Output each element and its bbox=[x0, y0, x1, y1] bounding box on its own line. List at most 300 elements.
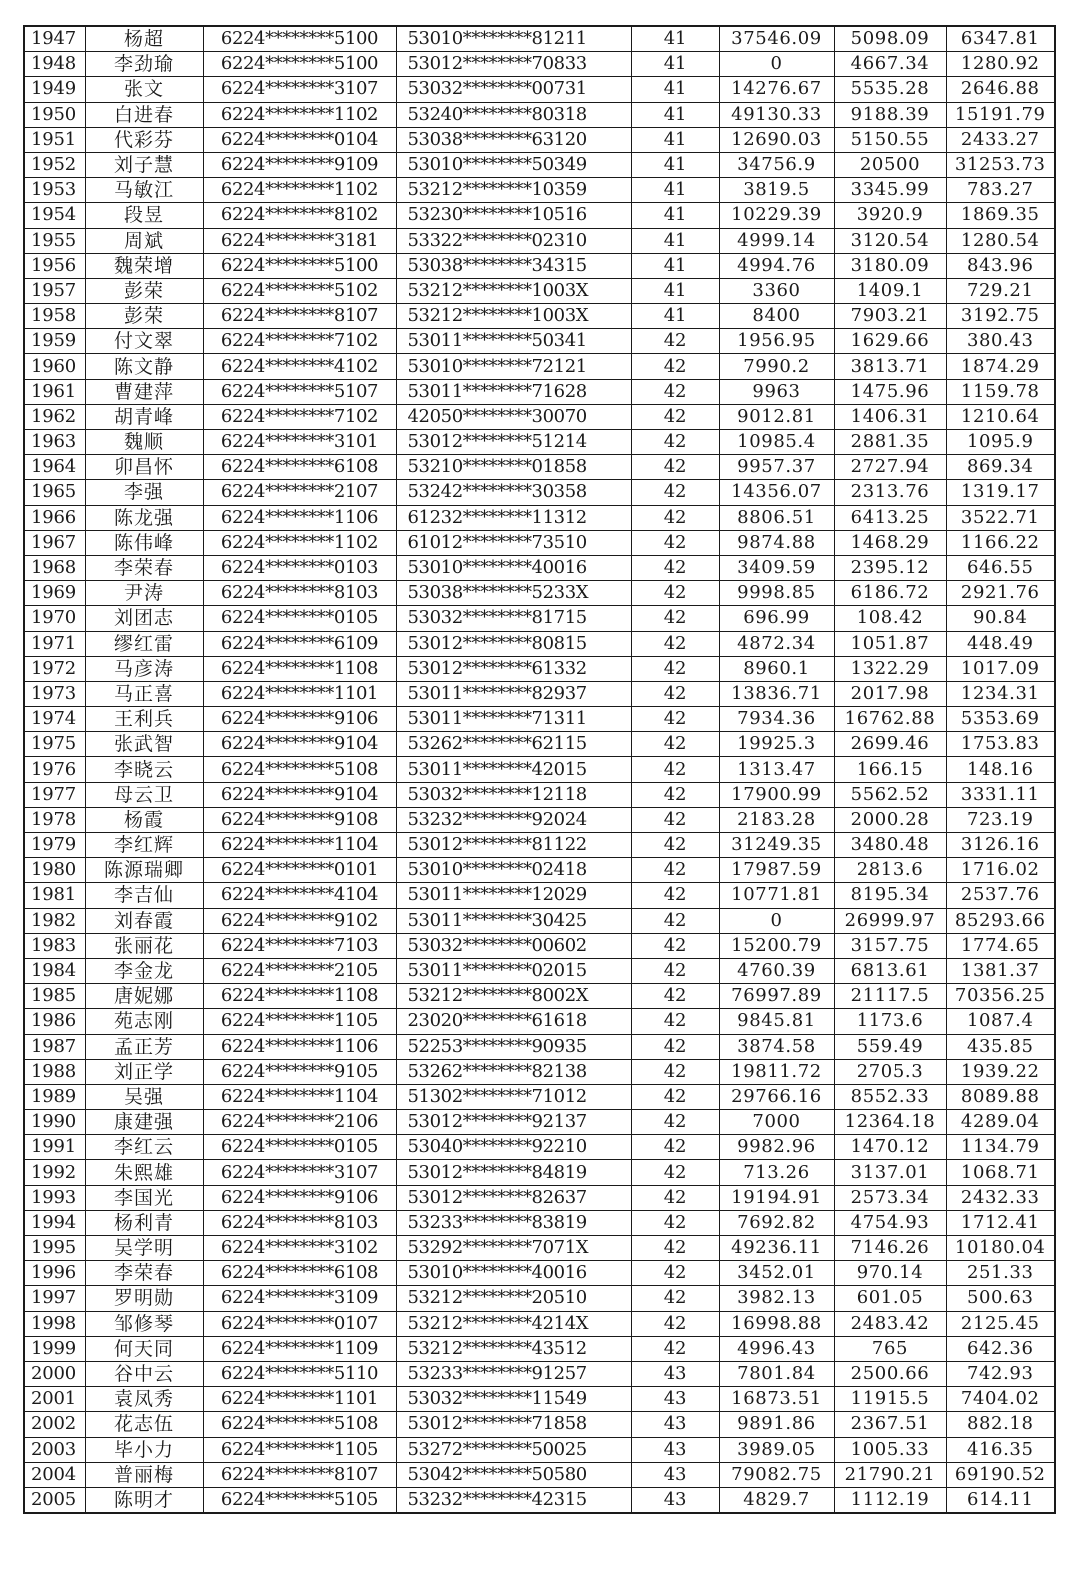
bank-card-cell: 6224********1102 bbox=[203, 102, 396, 127]
table-row bbox=[24, 883, 1055, 908]
age-cell: 42 bbox=[631, 782, 719, 807]
table-row bbox=[24, 1059, 1055, 1084]
amount-2-cell: 1322.29 bbox=[834, 656, 946, 681]
id-number-cell: 53038********5233X bbox=[396, 581, 631, 606]
amount-1-cell: 8960.1 bbox=[719, 656, 834, 681]
age-cell: 41 bbox=[631, 52, 719, 77]
amount-2-cell: 1112.19 bbox=[834, 1487, 946, 1513]
seq-number-cell: 1974 bbox=[24, 707, 85, 732]
amount-3-cell: 2432.33 bbox=[946, 1185, 1055, 1210]
table-row bbox=[24, 1261, 1055, 1286]
name-cell: 李劲瑜 bbox=[85, 52, 203, 77]
id-number-cell: 53233********91257 bbox=[396, 1361, 631, 1386]
seq-number-cell: 1958 bbox=[24, 304, 85, 329]
seq-number-cell: 1976 bbox=[24, 757, 85, 782]
amount-2-cell: 11915.5 bbox=[834, 1387, 946, 1412]
age-cell: 43 bbox=[631, 1437, 719, 1462]
amount-1-cell: 29766.16 bbox=[719, 1084, 834, 1109]
amount-3-cell: 742.93 bbox=[946, 1361, 1055, 1386]
table-row bbox=[24, 1437, 1055, 1462]
seq-number-cell: 1949 bbox=[24, 77, 85, 102]
age-cell: 42 bbox=[631, 681, 719, 706]
name-cell: 尹涛 bbox=[85, 581, 203, 606]
name-cell: 段昱 bbox=[85, 203, 203, 228]
amount-2-cell: 2727.94 bbox=[834, 455, 946, 480]
name-cell: 代彩芬 bbox=[85, 127, 203, 152]
table-row bbox=[24, 656, 1055, 681]
name-cell: 刘团志 bbox=[85, 606, 203, 631]
amount-3-cell: 6347.81 bbox=[946, 26, 1055, 52]
amount-1-cell: 9998.85 bbox=[719, 581, 834, 606]
id-number-cell: 53262********82138 bbox=[396, 1059, 631, 1084]
amount-3-cell: 723.19 bbox=[946, 807, 1055, 832]
id-number-cell: 53011********02015 bbox=[396, 958, 631, 983]
name-cell: 杨超 bbox=[85, 26, 203, 52]
id-number-cell: 53032********11549 bbox=[396, 1387, 631, 1412]
seq-number-cell: 1953 bbox=[24, 178, 85, 203]
name-cell: 张丽花 bbox=[85, 933, 203, 958]
amount-1-cell: 4996.43 bbox=[719, 1336, 834, 1361]
name-cell: 魏荣增 bbox=[85, 253, 203, 278]
name-cell: 陈文静 bbox=[85, 354, 203, 379]
age-cell: 42 bbox=[631, 379, 719, 404]
id-number-cell: 53212********4214X bbox=[396, 1311, 631, 1336]
id-number-cell: 53010********81211 bbox=[396, 26, 631, 52]
age-cell: 42 bbox=[631, 455, 719, 480]
amount-2-cell: 2313.76 bbox=[834, 480, 946, 505]
amount-2-cell: 5150.55 bbox=[834, 127, 946, 152]
table-row bbox=[24, 1387, 1055, 1412]
amount-1-cell: 1313.47 bbox=[719, 757, 834, 782]
table-row bbox=[24, 152, 1055, 177]
table-row bbox=[24, 379, 1055, 404]
amount-1-cell: 3452.01 bbox=[719, 1261, 834, 1286]
table-row bbox=[24, 430, 1055, 455]
bank-card-cell: 6224********5108 bbox=[203, 757, 396, 782]
age-cell: 42 bbox=[631, 631, 719, 656]
age-cell: 42 bbox=[631, 1286, 719, 1311]
amount-2-cell: 9188.39 bbox=[834, 102, 946, 127]
seq-number-cell: 1993 bbox=[24, 1185, 85, 1210]
id-number-cell: 53212********20510 bbox=[396, 1286, 631, 1311]
bank-card-cell: 6224********5110 bbox=[203, 1361, 396, 1386]
amount-2-cell: 5098.09 bbox=[834, 26, 946, 52]
name-cell: 吴学明 bbox=[85, 1236, 203, 1261]
amount-1-cell: 3982.13 bbox=[719, 1286, 834, 1311]
age-cell: 42 bbox=[631, 606, 719, 631]
id-number-cell: 53032********12118 bbox=[396, 782, 631, 807]
amount-1-cell: 9845.81 bbox=[719, 1009, 834, 1034]
table-row bbox=[24, 707, 1055, 732]
bank-card-cell: 6224********2106 bbox=[203, 1110, 396, 1135]
seq-number-cell: 2002 bbox=[24, 1412, 85, 1437]
age-cell: 42 bbox=[631, 933, 719, 958]
amount-2-cell: 2367.51 bbox=[834, 1412, 946, 1437]
seq-number-cell: 1947 bbox=[24, 26, 85, 52]
table-row bbox=[24, 1110, 1055, 1135]
age-cell: 42 bbox=[631, 555, 719, 580]
id-number-cell: 53011********42015 bbox=[396, 757, 631, 782]
age-cell: 43 bbox=[631, 1387, 719, 1412]
seq-number-cell: 1959 bbox=[24, 329, 85, 354]
age-cell: 41 bbox=[631, 278, 719, 303]
id-number-cell: 53230********10516 bbox=[396, 203, 631, 228]
table-row bbox=[24, 52, 1055, 77]
amount-2-cell: 1468.29 bbox=[834, 530, 946, 555]
age-cell: 42 bbox=[631, 908, 719, 933]
name-cell: 李强 bbox=[85, 480, 203, 505]
age-cell: 42 bbox=[631, 1336, 719, 1361]
name-cell: 陈源瑞卿 bbox=[85, 858, 203, 883]
name-cell: 唐妮娜 bbox=[85, 984, 203, 1009]
table-row bbox=[24, 1311, 1055, 1336]
age-cell: 42 bbox=[631, 1084, 719, 1109]
name-cell: 刘正学 bbox=[85, 1059, 203, 1084]
seq-number-cell: 1966 bbox=[24, 505, 85, 530]
amount-2-cell: 7903.21 bbox=[834, 304, 946, 329]
id-number-cell: 53042********50580 bbox=[396, 1462, 631, 1487]
amount-1-cell: 8400 bbox=[719, 304, 834, 329]
amount-2-cell: 970.14 bbox=[834, 1261, 946, 1286]
amount-3-cell: 90.84 bbox=[946, 606, 1055, 631]
table-row bbox=[24, 833, 1055, 858]
age-cell: 42 bbox=[631, 883, 719, 908]
amount-1-cell: 17900.99 bbox=[719, 782, 834, 807]
amount-2-cell: 26999.97 bbox=[834, 908, 946, 933]
amount-2-cell: 2500.66 bbox=[834, 1361, 946, 1386]
amount-3-cell: 1712.41 bbox=[946, 1210, 1055, 1235]
name-cell: 邹修琴 bbox=[85, 1311, 203, 1336]
id-number-cell: 53011********50341 bbox=[396, 329, 631, 354]
amount-2-cell: 21117.5 bbox=[834, 984, 946, 1009]
seq-number-cell: 1955 bbox=[24, 228, 85, 253]
name-cell: 母云卫 bbox=[85, 782, 203, 807]
bank-card-cell: 6224********8102 bbox=[203, 203, 396, 228]
table-row bbox=[24, 1009, 1055, 1034]
bank-card-cell: 6224********1101 bbox=[203, 681, 396, 706]
bank-card-cell: 6224********6108 bbox=[203, 1261, 396, 1286]
amount-2-cell: 3137.01 bbox=[834, 1160, 946, 1185]
id-number-cell: 53012********51214 bbox=[396, 430, 631, 455]
id-number-cell: 53212********43512 bbox=[396, 1336, 631, 1361]
seq-number-cell: 1979 bbox=[24, 833, 85, 858]
name-cell: 李红云 bbox=[85, 1135, 203, 1160]
amount-1-cell: 0 bbox=[719, 52, 834, 77]
table-row bbox=[24, 581, 1055, 606]
name-cell: 胡青峰 bbox=[85, 404, 203, 429]
age-cell: 43 bbox=[631, 1412, 719, 1437]
amount-1-cell: 16873.51 bbox=[719, 1387, 834, 1412]
id-number-cell: 53232********42315 bbox=[396, 1487, 631, 1513]
bank-card-cell: 6224********1109 bbox=[203, 1336, 396, 1361]
name-cell: 张武智 bbox=[85, 732, 203, 757]
amount-1-cell: 34756.9 bbox=[719, 152, 834, 177]
table-row bbox=[24, 1210, 1055, 1235]
id-number-cell: 53012********80815 bbox=[396, 631, 631, 656]
name-cell: 马正喜 bbox=[85, 681, 203, 706]
name-cell: 刘子慧 bbox=[85, 152, 203, 177]
bank-card-cell: 6224********9106 bbox=[203, 707, 396, 732]
seq-number-cell: 2004 bbox=[24, 1462, 85, 1487]
name-cell: 付文翠 bbox=[85, 329, 203, 354]
seq-number-cell: 1995 bbox=[24, 1236, 85, 1261]
table-row bbox=[24, 127, 1055, 152]
age-cell: 42 bbox=[631, 1034, 719, 1059]
table-row bbox=[24, 1487, 1055, 1513]
seq-number-cell: 1951 bbox=[24, 127, 85, 152]
amount-3-cell: 2125.45 bbox=[946, 1311, 1055, 1336]
bank-card-cell: 6224********2107 bbox=[203, 480, 396, 505]
amount-3-cell: 3331.11 bbox=[946, 782, 1055, 807]
id-number-cell: 53010********50349 bbox=[396, 152, 631, 177]
seq-number-cell: 1963 bbox=[24, 430, 85, 455]
seq-number-cell: 1948 bbox=[24, 52, 85, 77]
seq-number-cell: 1956 bbox=[24, 253, 85, 278]
amount-2-cell: 6813.61 bbox=[834, 958, 946, 983]
seq-number-cell: 1999 bbox=[24, 1336, 85, 1361]
seq-number-cell: 1967 bbox=[24, 530, 85, 555]
bank-card-cell: 6224********1106 bbox=[203, 1034, 396, 1059]
table-row bbox=[24, 505, 1055, 530]
amount-1-cell: 14356.07 bbox=[719, 480, 834, 505]
amount-3-cell: 3522.71 bbox=[946, 505, 1055, 530]
amount-2-cell: 1409.1 bbox=[834, 278, 946, 303]
amount-1-cell: 3409.59 bbox=[719, 555, 834, 580]
amount-1-cell: 9957.37 bbox=[719, 455, 834, 480]
amount-3-cell: 1280.92 bbox=[946, 52, 1055, 77]
amount-1-cell: 7990.2 bbox=[719, 354, 834, 379]
amount-3-cell: 2921.76 bbox=[946, 581, 1055, 606]
seq-number-cell: 1985 bbox=[24, 984, 85, 1009]
table-row bbox=[24, 178, 1055, 203]
id-number-cell: 42050********30070 bbox=[396, 404, 631, 429]
bank-card-cell: 6224********0105 bbox=[203, 1135, 396, 1160]
amount-1-cell: 9891.86 bbox=[719, 1412, 834, 1437]
amount-3-cell: 380.43 bbox=[946, 329, 1055, 354]
table-row bbox=[24, 1160, 1055, 1185]
amount-1-cell: 9012.81 bbox=[719, 404, 834, 429]
seq-number-cell: 1964 bbox=[24, 455, 85, 480]
amount-3-cell: 8089.88 bbox=[946, 1084, 1055, 1109]
seq-number-cell: 2003 bbox=[24, 1437, 85, 1462]
id-number-cell: 53011********12029 bbox=[396, 883, 631, 908]
amount-1-cell: 12690.03 bbox=[719, 127, 834, 152]
bank-card-cell: 6224********4102 bbox=[203, 354, 396, 379]
bank-card-cell: 6224********1105 bbox=[203, 1437, 396, 1462]
name-cell: 白进春 bbox=[85, 102, 203, 127]
amount-1-cell: 4829.7 bbox=[719, 1487, 834, 1513]
name-cell: 罗明勋 bbox=[85, 1286, 203, 1311]
table-row bbox=[24, 1286, 1055, 1311]
id-number-cell: 53233********83819 bbox=[396, 1210, 631, 1235]
amount-2-cell: 2000.28 bbox=[834, 807, 946, 832]
amount-3-cell: 10180.04 bbox=[946, 1236, 1055, 1261]
seq-number-cell: 1986 bbox=[24, 1009, 85, 1034]
seq-number-cell: 1971 bbox=[24, 631, 85, 656]
bank-card-cell: 6224********0103 bbox=[203, 555, 396, 580]
age-cell: 42 bbox=[631, 1059, 719, 1084]
seq-number-cell: 2001 bbox=[24, 1387, 85, 1412]
amount-3-cell: 1716.02 bbox=[946, 858, 1055, 883]
seq-number-cell: 1990 bbox=[24, 1110, 85, 1135]
seq-number-cell: 1977 bbox=[24, 782, 85, 807]
name-cell: 康建强 bbox=[85, 1110, 203, 1135]
seq-number-cell: 1975 bbox=[24, 732, 85, 757]
amount-1-cell: 8806.51 bbox=[719, 505, 834, 530]
age-cell: 42 bbox=[631, 858, 719, 883]
amount-2-cell: 166.15 bbox=[834, 757, 946, 782]
age-cell: 42 bbox=[631, 833, 719, 858]
amount-3-cell: 1210.64 bbox=[946, 404, 1055, 429]
amount-1-cell: 19194.91 bbox=[719, 1185, 834, 1210]
bank-card-cell: 6224********0104 bbox=[203, 127, 396, 152]
id-number-cell: 53011********71628 bbox=[396, 379, 631, 404]
id-number-cell: 53011********71311 bbox=[396, 707, 631, 732]
amount-1-cell: 19811.72 bbox=[719, 1059, 834, 1084]
amount-2-cell: 2017.98 bbox=[834, 681, 946, 706]
amount-1-cell: 4760.39 bbox=[719, 958, 834, 983]
amount-1-cell: 9874.88 bbox=[719, 530, 834, 555]
bank-card-cell: 6224********2105 bbox=[203, 958, 396, 983]
amount-2-cell: 3180.09 bbox=[834, 253, 946, 278]
amount-2-cell: 1406.31 bbox=[834, 404, 946, 429]
age-cell: 42 bbox=[631, 1135, 719, 1160]
bank-card-cell: 6224********7102 bbox=[203, 329, 396, 354]
amount-3-cell: 2433.27 bbox=[946, 127, 1055, 152]
table-row bbox=[24, 732, 1055, 757]
seq-number-cell: 1950 bbox=[24, 102, 85, 127]
table-row bbox=[24, 404, 1055, 429]
table-row bbox=[24, 958, 1055, 983]
id-number-cell: 53011********82937 bbox=[396, 681, 631, 706]
name-cell: 杨霞 bbox=[85, 807, 203, 832]
amount-3-cell: 646.55 bbox=[946, 555, 1055, 580]
age-cell: 42 bbox=[631, 984, 719, 1009]
age-cell: 42 bbox=[631, 430, 719, 455]
id-number-cell: 53232********92024 bbox=[396, 807, 631, 832]
bank-card-cell: 6224********5107 bbox=[203, 379, 396, 404]
name-cell: 缪红雷 bbox=[85, 631, 203, 656]
id-number-cell: 53032********00602 bbox=[396, 933, 631, 958]
id-number-cell: 53012********61332 bbox=[396, 656, 631, 681]
id-number-cell: 53292********7071X bbox=[396, 1236, 631, 1261]
seq-number-cell: 1960 bbox=[24, 354, 85, 379]
name-cell: 李晓云 bbox=[85, 757, 203, 782]
amount-3-cell: 435.85 bbox=[946, 1034, 1055, 1059]
amount-3-cell: 2537.76 bbox=[946, 883, 1055, 908]
amount-3-cell: 85293.66 bbox=[946, 908, 1055, 933]
id-number-cell: 53012********70833 bbox=[396, 52, 631, 77]
bank-card-cell: 6224********3102 bbox=[203, 1236, 396, 1261]
age-cell: 41 bbox=[631, 77, 719, 102]
seq-number-cell: 1981 bbox=[24, 883, 85, 908]
amount-2-cell: 3813.71 bbox=[834, 354, 946, 379]
amount-2-cell: 2705.3 bbox=[834, 1059, 946, 1084]
amount-1-cell: 37546.09 bbox=[719, 26, 834, 52]
bank-card-cell: 6224********8107 bbox=[203, 304, 396, 329]
age-cell: 42 bbox=[631, 505, 719, 530]
amount-3-cell: 500.63 bbox=[946, 1286, 1055, 1311]
table-row bbox=[24, 606, 1055, 631]
bank-card-cell: 6224********0105 bbox=[203, 606, 396, 631]
name-cell: 李荣春 bbox=[85, 555, 203, 580]
table-row bbox=[24, 1135, 1055, 1160]
amount-2-cell: 7146.26 bbox=[834, 1236, 946, 1261]
id-number-cell: 53010********40016 bbox=[396, 1261, 631, 1286]
amount-3-cell: 69190.52 bbox=[946, 1462, 1055, 1487]
name-cell: 李荣春 bbox=[85, 1261, 203, 1286]
name-cell: 陈明才 bbox=[85, 1487, 203, 1513]
name-cell: 王利兵 bbox=[85, 707, 203, 732]
amount-1-cell: 10985.4 bbox=[719, 430, 834, 455]
bank-card-cell: 6224********4104 bbox=[203, 883, 396, 908]
table-row bbox=[24, 631, 1055, 656]
bank-card-cell: 6224********8103 bbox=[203, 581, 396, 606]
amount-2-cell: 6186.72 bbox=[834, 581, 946, 606]
id-number-cell: 53322********02310 bbox=[396, 228, 631, 253]
amount-1-cell: 14276.67 bbox=[719, 77, 834, 102]
amount-3-cell: 869.34 bbox=[946, 455, 1055, 480]
id-number-cell: 53012********84819 bbox=[396, 1160, 631, 1185]
bank-card-cell: 6224********9108 bbox=[203, 807, 396, 832]
amount-1-cell: 1956.95 bbox=[719, 329, 834, 354]
table-row bbox=[24, 1084, 1055, 1109]
amount-3-cell: 1753.83 bbox=[946, 732, 1055, 757]
bank-card-cell: 6224********8107 bbox=[203, 1462, 396, 1487]
amount-2-cell: 20500 bbox=[834, 152, 946, 177]
amount-2-cell: 4754.93 bbox=[834, 1210, 946, 1235]
age-cell: 41 bbox=[631, 152, 719, 177]
amount-3-cell: 1869.35 bbox=[946, 203, 1055, 228]
bank-card-cell: 6224********0107 bbox=[203, 1311, 396, 1336]
seq-number-cell: 1980 bbox=[24, 858, 85, 883]
amount-3-cell: 448.49 bbox=[946, 631, 1055, 656]
id-number-cell: 53240********80318 bbox=[396, 102, 631, 127]
seq-number-cell: 1982 bbox=[24, 908, 85, 933]
bank-card-cell: 6224********6109 bbox=[203, 631, 396, 656]
age-cell: 42 bbox=[631, 656, 719, 681]
table-row bbox=[24, 858, 1055, 883]
table-row bbox=[24, 102, 1055, 127]
id-number-cell: 53012********92137 bbox=[396, 1110, 631, 1135]
id-number-cell: 53262********62115 bbox=[396, 732, 631, 757]
amount-2-cell: 601.05 bbox=[834, 1286, 946, 1311]
id-number-cell: 53010********02418 bbox=[396, 858, 631, 883]
bank-card-cell: 6224********1108 bbox=[203, 984, 396, 1009]
amount-2-cell: 108.42 bbox=[834, 606, 946, 631]
table-row bbox=[24, 1336, 1055, 1361]
seq-number-cell: 1997 bbox=[24, 1286, 85, 1311]
id-number-cell: 53272********50025 bbox=[396, 1437, 631, 1462]
seq-number-cell: 1954 bbox=[24, 203, 85, 228]
amount-1-cell: 76997.89 bbox=[719, 984, 834, 1009]
table-row bbox=[24, 1236, 1055, 1261]
table-row bbox=[24, 1185, 1055, 1210]
name-cell: 苑志刚 bbox=[85, 1009, 203, 1034]
name-cell: 马敏江 bbox=[85, 178, 203, 203]
amount-1-cell: 3360 bbox=[719, 278, 834, 303]
table-row bbox=[24, 26, 1055, 52]
bank-card-cell: 6224********5105 bbox=[203, 1487, 396, 1513]
age-cell: 42 bbox=[631, 807, 719, 832]
bank-card-cell: 6224********6108 bbox=[203, 455, 396, 480]
age-cell: 42 bbox=[631, 1110, 719, 1135]
id-number-cell: 23020********61618 bbox=[396, 1009, 631, 1034]
age-cell: 41 bbox=[631, 253, 719, 278]
seq-number-cell: 1989 bbox=[24, 1084, 85, 1109]
amount-3-cell: 251.33 bbox=[946, 1261, 1055, 1286]
amount-2-cell: 3480.48 bbox=[834, 833, 946, 858]
